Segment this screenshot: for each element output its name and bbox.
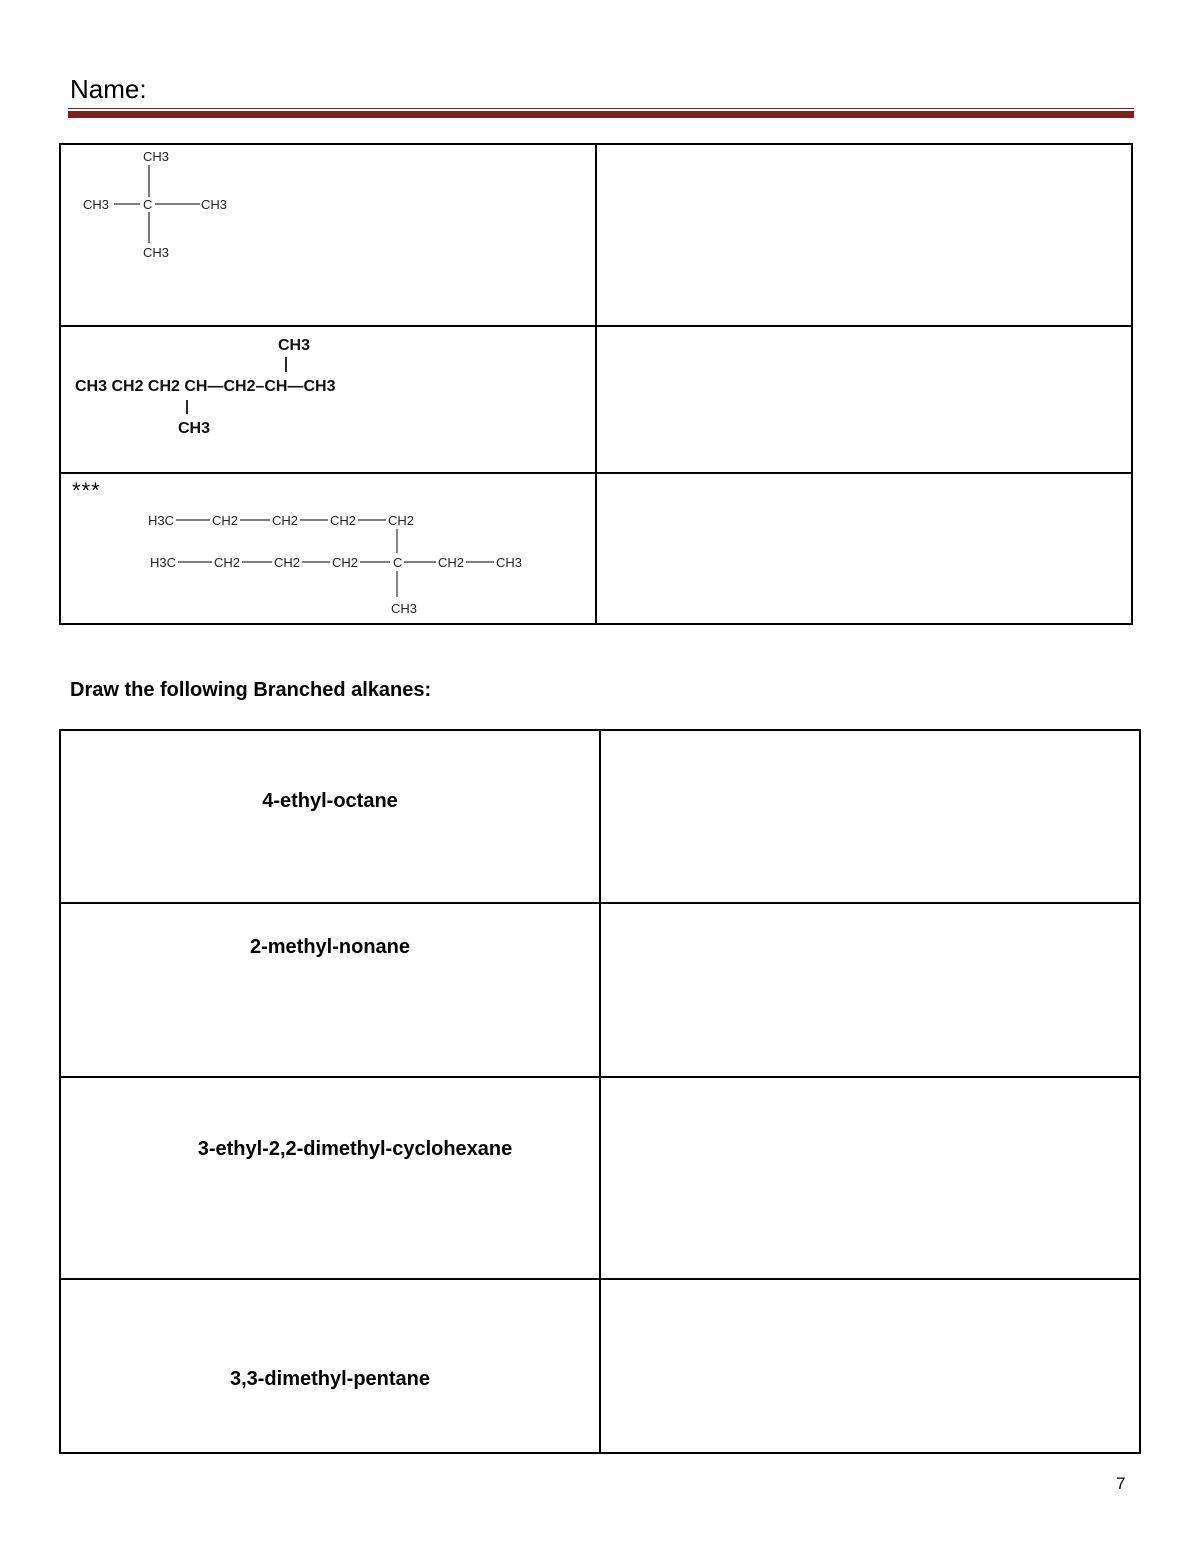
row3-main-c4: CH2: [332, 555, 359, 570]
row3-main-c3: CH2: [274, 555, 301, 570]
draw-row-divider-3: [59, 1278, 1141, 1280]
neopentane-top-ch3: CH3: [143, 149, 170, 164]
structures-table-divider: [595, 143, 597, 625]
neopentane-center-c: C: [143, 197, 153, 212]
page-number: 7: [1116, 1474, 1126, 1493]
alkane-name-2: 2-methyl-nonane: [249, 936, 411, 958]
draw-row-divider-1: [59, 902, 1141, 904]
row3-main-c7: CH3: [496, 555, 523, 570]
heptane-top-branch: CH3: [278, 337, 311, 354]
heptane-bottom-branch: CH3: [178, 420, 211, 437]
section-instructions: Draw the following Branched alkanes:: [70, 679, 432, 701]
alkane-name-1: 4-ethyl-octane: [262, 790, 398, 812]
draw-table-divider: [599, 729, 601, 1454]
draw-row-divider-2: [59, 1076, 1141, 1078]
row3-top-c1: H3C: [148, 513, 175, 528]
header-rule: [68, 111, 1134, 118]
heptane-main-chain: CH3 CH2 CH2 CH—CH2–CH—CH3: [75, 378, 336, 395]
neopentane-left-ch3: CH3: [83, 197, 110, 212]
difficulty-marker: ***: [72, 478, 101, 503]
row3-main-c5: C: [393, 555, 403, 570]
name-label: Name:: [70, 74, 147, 104]
structure-neopentane: [70, 145, 250, 265]
row3-main-c6: CH2: [438, 555, 465, 570]
row3-top-c5: CH2: [388, 513, 415, 528]
row3-main-c2: CH2: [214, 555, 241, 570]
row3-main-c1: H3C: [150, 555, 177, 570]
header-rule-thin: [68, 108, 1134, 109]
structure-row3: [140, 505, 540, 620]
structures-row-divider-2: [59, 472, 1133, 474]
structures-row-divider-1: [59, 325, 1133, 327]
row3-top-c3: CH2: [272, 513, 299, 528]
structure-dimethylheptane: [70, 328, 370, 446]
row3-top-c2: CH2: [212, 513, 239, 528]
row3-top-c4: CH2: [330, 513, 357, 528]
alkane-name-4: 3,3-dimethyl-pentane: [229, 1368, 431, 1390]
neopentane-bottom-ch3: CH3: [143, 245, 170, 260]
row3-bottom-branch: CH3: [391, 601, 418, 616]
alkane-name-3: 3-ethyl-2,2-dimethyl-cyclohexane: [197, 1138, 513, 1160]
neopentane-right-ch3: CH3: [201, 197, 228, 212]
